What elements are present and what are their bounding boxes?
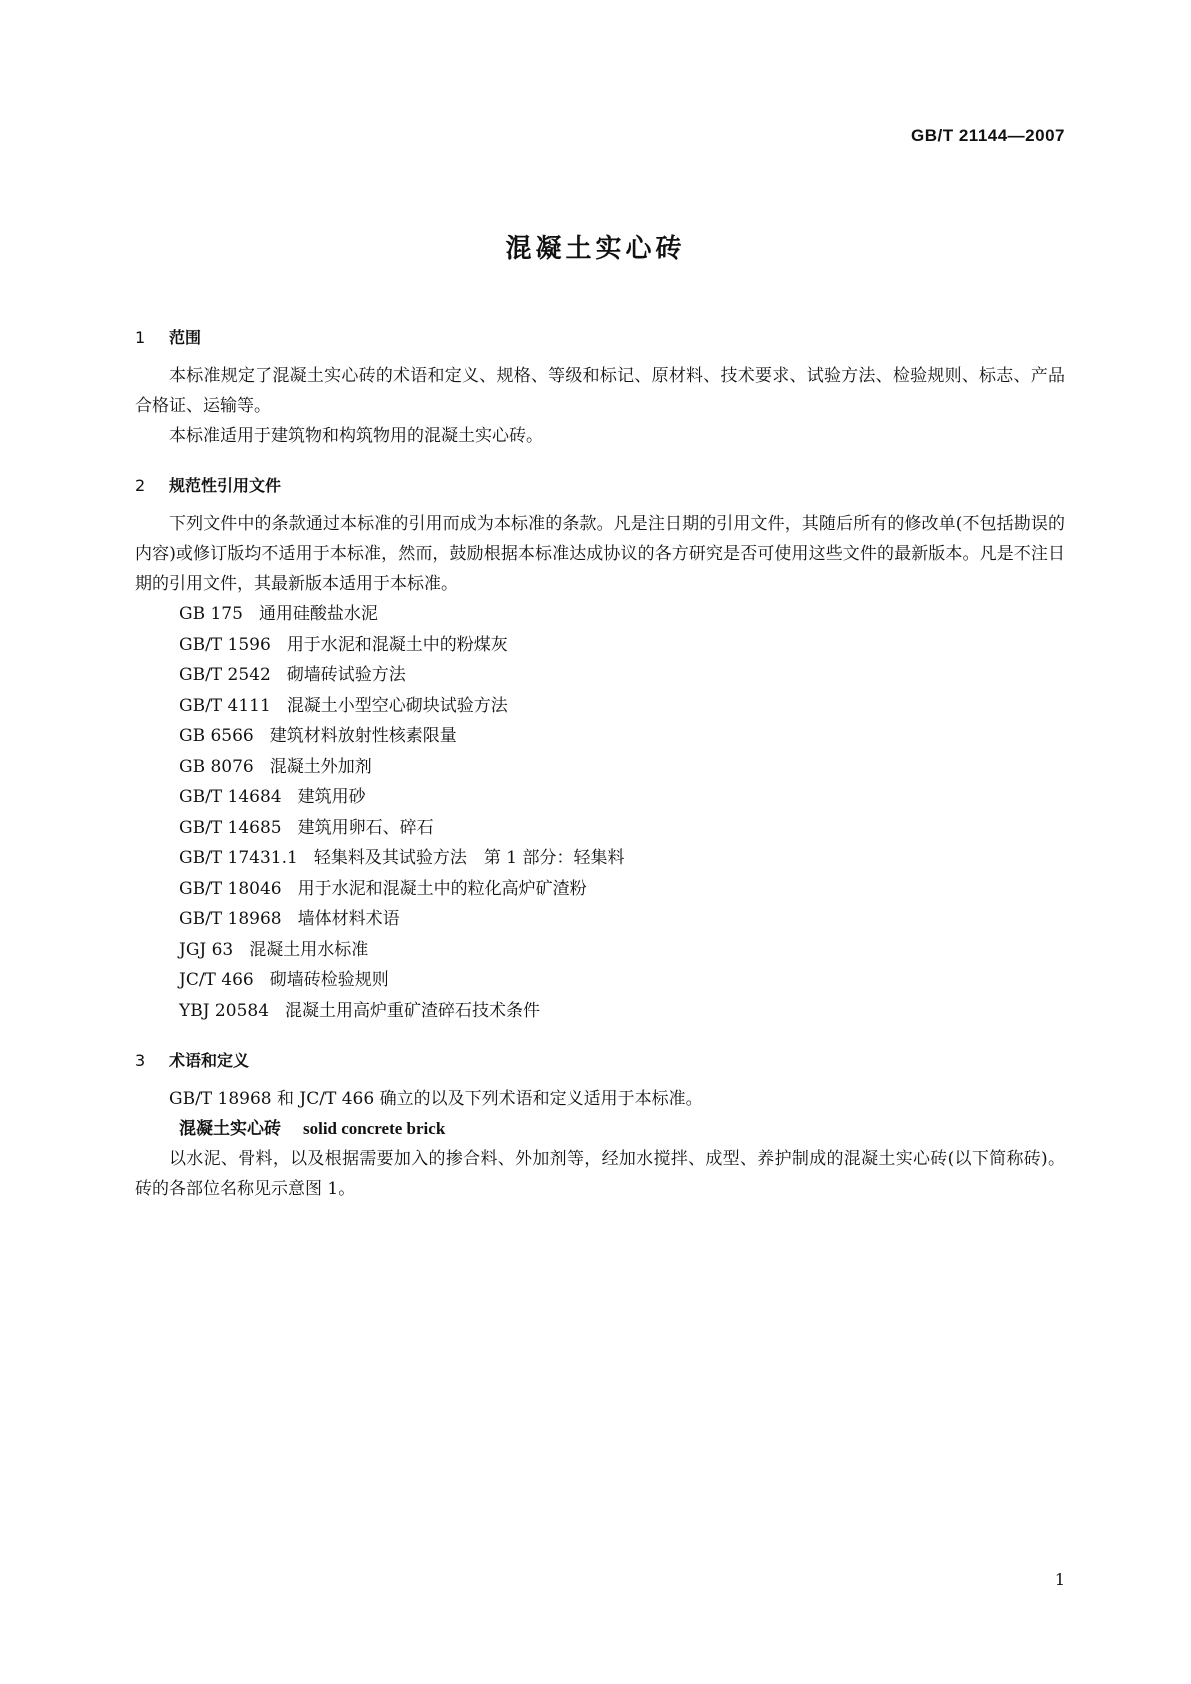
list-item	[135, 630, 1065, 661]
section-number: 2	[135, 476, 146, 495]
list-item	[135, 813, 1065, 844]
section-number: 1	[135, 328, 146, 347]
reference-title: 墙体材料术语	[297, 909, 400, 929]
normative-reference-list	[135, 599, 1065, 1026]
reference-title: 混凝土用高炉重矿渣碎石技术条件	[285, 1000, 541, 1021]
document-title: 混凝土实心砖	[505, 234, 686, 264]
term-chinese: 混凝土实心砖	[179, 1119, 281, 1139]
list-item	[135, 721, 1065, 752]
list-item	[135, 874, 1065, 905]
reference-title: 砌墙砖试验方法	[286, 665, 406, 685]
reference-title: 建筑材料放射性核素限量	[269, 726, 457, 746]
page-number: 1	[1054, 1570, 1065, 1589]
list-item	[135, 599, 1065, 630]
scope-paragraph-2: 本标准适用于建筑物和构筑物用的混凝土实心砖。	[169, 426, 543, 446]
reference-title: 混凝土外加剂	[269, 756, 372, 777]
list-item	[135, 965, 1065, 996]
reference-code: YBJ 20584	[179, 1000, 270, 1021]
reference-code: GB/T 14685	[179, 817, 282, 838]
list-item	[135, 935, 1065, 966]
reference-title: 砌墙砖检验规则	[269, 970, 389, 990]
reference-title: 用于水泥和混凝土中的粒化高炉矿渣粉	[297, 878, 587, 899]
list-item	[135, 996, 1065, 1027]
section-title: 范围	[169, 328, 202, 347]
reference-title: 用于水泥和混凝土中的粉煤灰	[286, 634, 508, 655]
reference-code: GB/T 4111	[179, 695, 271, 716]
list-item	[135, 904, 1065, 935]
reference-code: GB/T 14684	[179, 787, 282, 807]
reference-code: GB/T 17431.1	[179, 848, 298, 868]
term-entry	[135, 1114, 1065, 1144]
list-item	[135, 752, 1065, 783]
reference-code: GB/T 18968	[179, 909, 282, 929]
reference-code: GB/T 2542	[179, 665, 271, 685]
list-item	[135, 691, 1065, 722]
references-intro-paragraph: 下列文件中的条款通过本标准的引用而成为本标准的条款。凡是注日期的引用文件，其随后所有的修改单(不包括勘误的内容)或修订版均不适用于本标准，然而，鼓励根据本标准达成协议的各方研究是否可使用这些文件的最新版本。凡是不注日期的引用文件，其最新版本适用于本标准。	[135, 514, 1065, 594]
reference-title: 建筑用砂	[297, 787, 366, 807]
term-definition: 以水泥、骨料，以及根据需要加入的掺合料、外加剂等，经加水搅拌、成型、养护制成的混凝土实心砖(以下简称砖)。砖的各部位名称见示意图 1。	[135, 1149, 1065, 1199]
list-item	[135, 843, 1065, 874]
reference-code: GB 8076	[179, 756, 254, 777]
list-item	[135, 660, 1065, 691]
document-body	[135, 325, 1065, 1204]
reference-code: GB 175	[179, 604, 243, 624]
reference-code: JC/T 466	[179, 970, 254, 990]
section-title: 规范性引用文件	[169, 476, 282, 495]
reference-title: 混凝土用水标准	[249, 939, 369, 960]
reference-code: GB/T 18046	[179, 878, 282, 899]
scope-paragraph-1: 本标准规定了混凝土实心砖的术语和定义、规格、等级和标记、原材料、技术要求、试验方法、检验规则、标志、产品合格证、运输等。	[135, 366, 1065, 416]
section-2-heading	[135, 473, 1065, 499]
reference-code: GB/T 1596	[179, 634, 271, 655]
section-title: 术语和定义	[169, 1051, 250, 1070]
reference-title: 轻集料及其试验方法 第 1 部分：轻集料	[313, 848, 625, 868]
reference-title: 混凝土小型空心砌块试验方法	[286, 695, 508, 716]
terms-intro-paragraph: GB/T 18968 和 JC/T 466 确立的以及下列术语和定义适用于本标准。	[169, 1089, 703, 1109]
standard-code: GB/T 21144—2007	[911, 126, 1065, 145]
term-english: solid concrete brick	[303, 1119, 446, 1138]
reference-title: 建筑用卵石、碎石	[297, 817, 434, 838]
section-3-heading	[135, 1048, 1065, 1074]
reference-code: GB 6566	[179, 726, 254, 746]
reference-code: JGJ 63	[179, 939, 234, 960]
list-item	[135, 782, 1065, 813]
section-number: 3	[135, 1051, 146, 1070]
reference-title: 通用硅酸盐水泥	[258, 604, 378, 624]
section-1-heading	[135, 325, 1065, 351]
